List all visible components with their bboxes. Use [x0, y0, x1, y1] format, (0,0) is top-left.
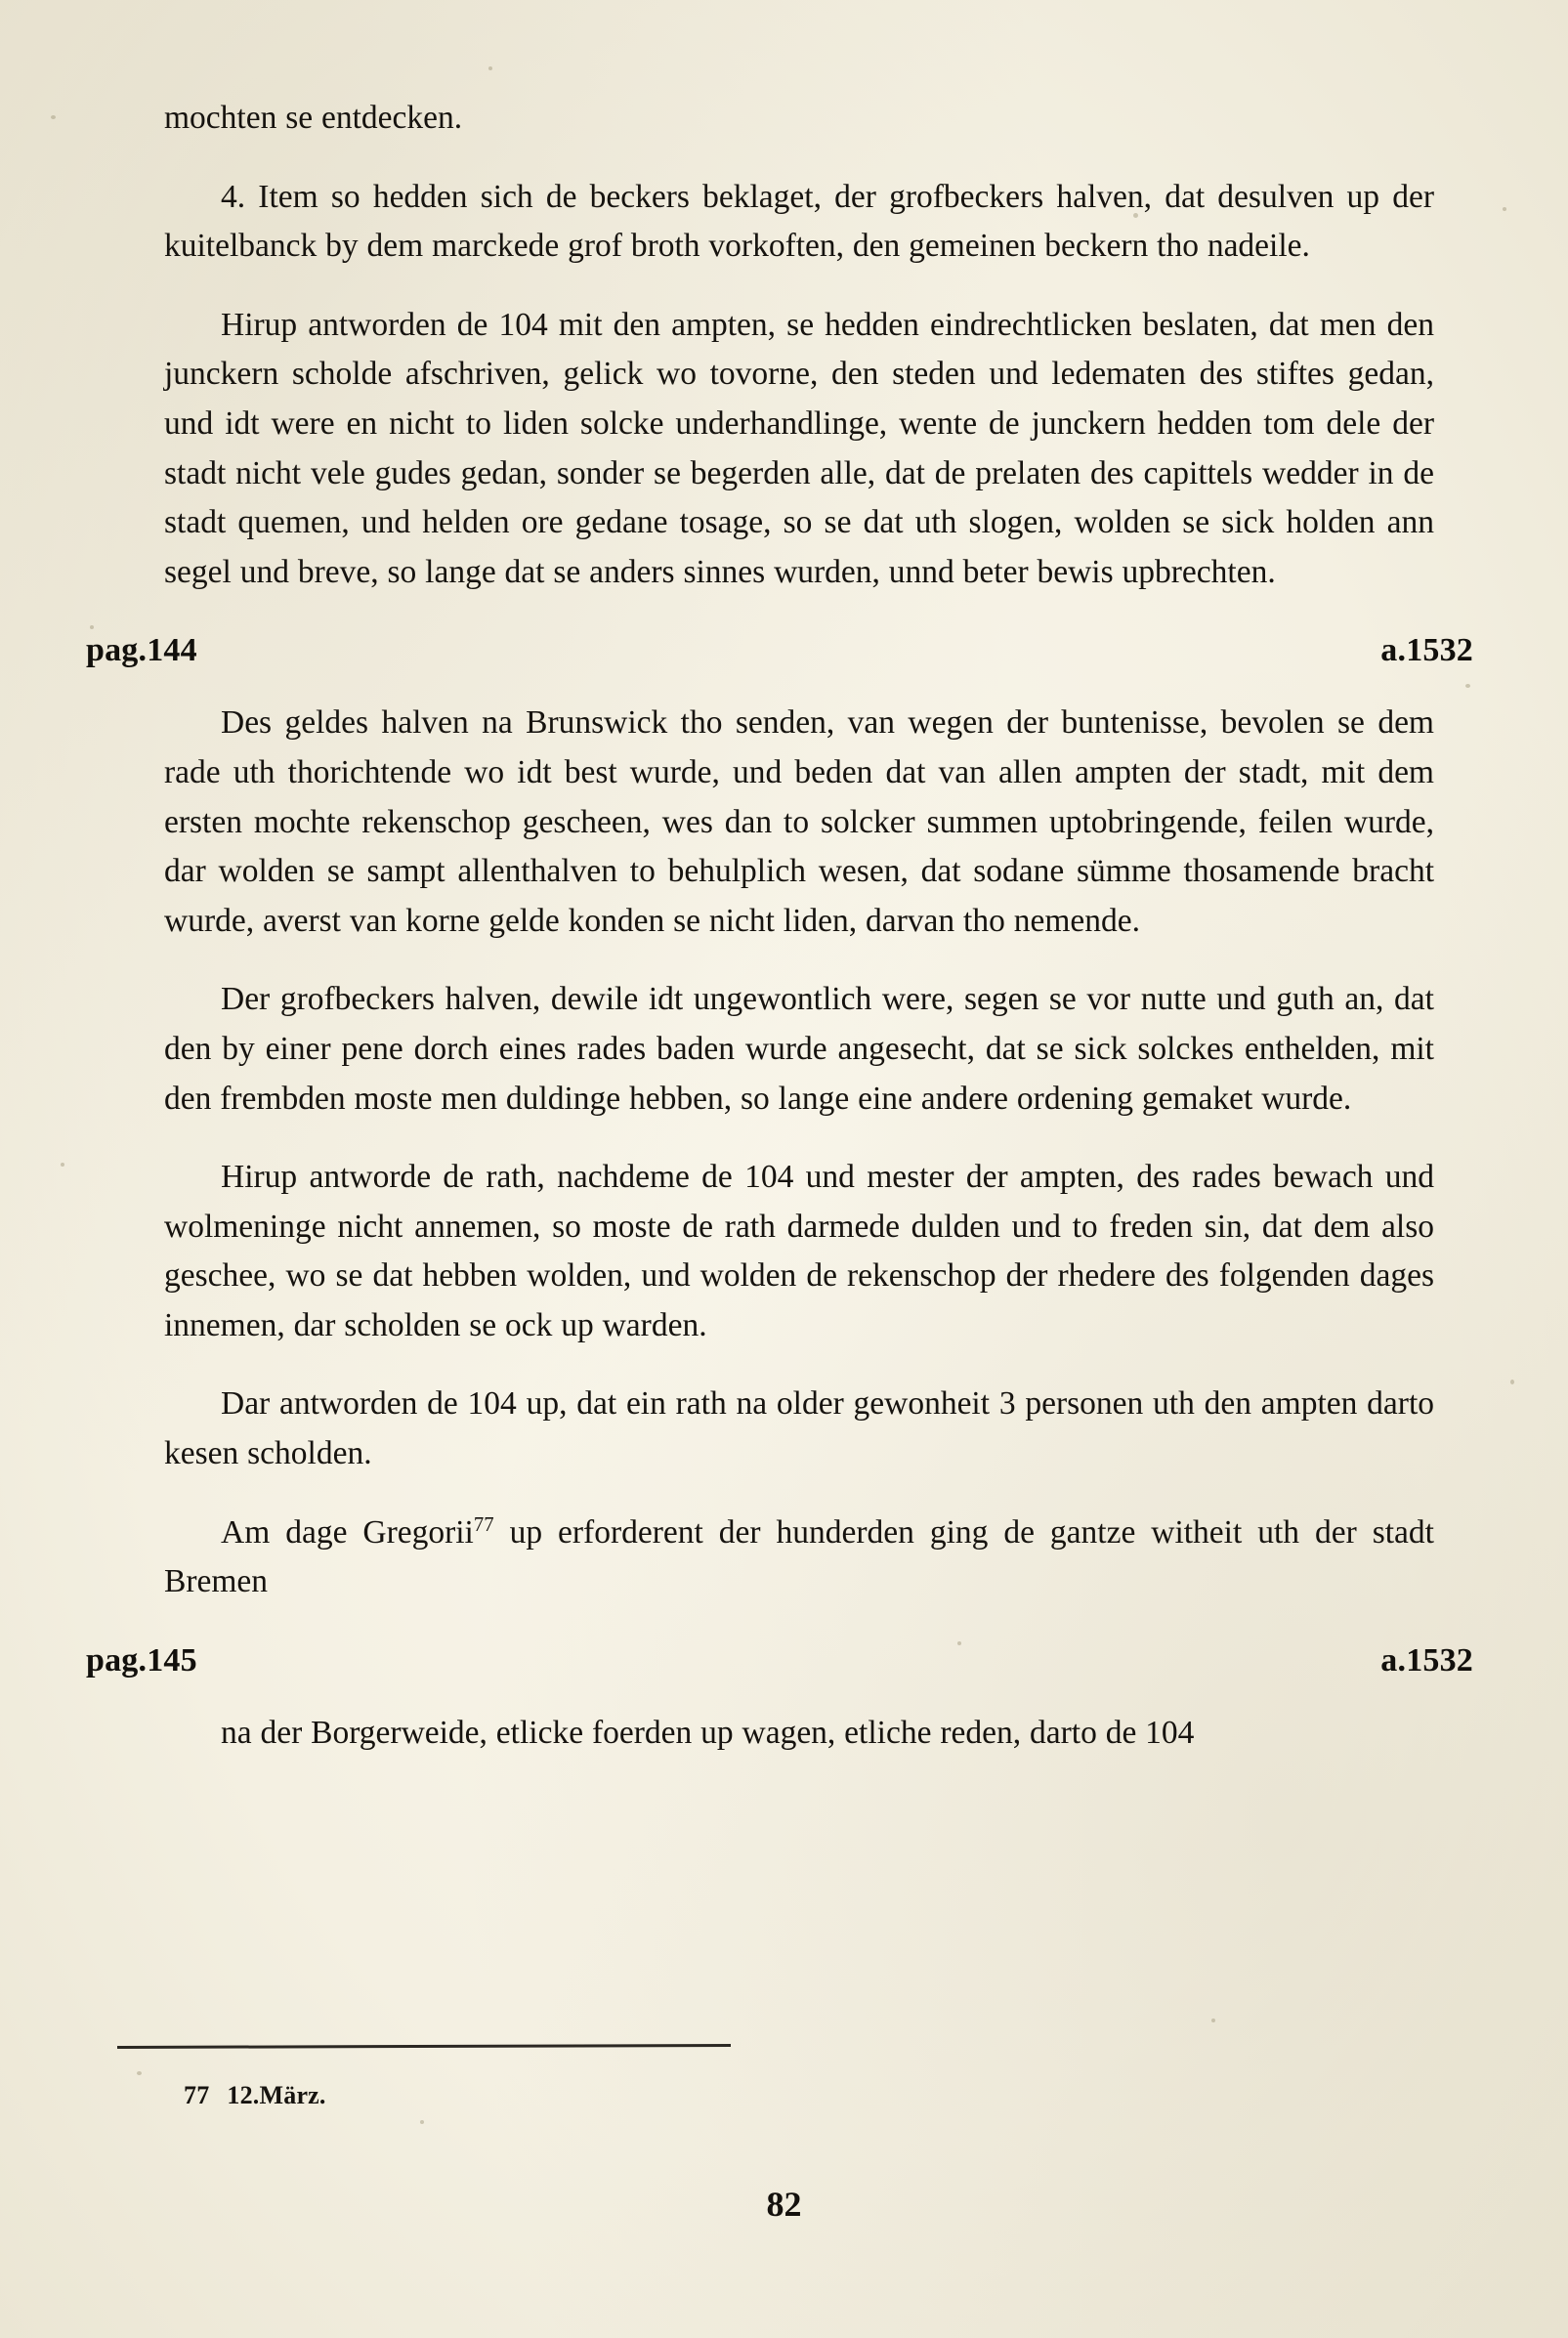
- page-folio-number: 82: [766, 2185, 802, 2224]
- footnote-entry: [184, 2081, 326, 2110]
- der-grofbeckers-halven-paragraph: Der grofbeckers halven, dewile idt ungewontlich were, segen se vor nutte und guth an, dat den by einer pene dorch eines rades baden wurde angesecht, dat se sick solckes enthelden, mit den frembden moste men duldinge hebben, so lange eine andere ordening gemaket wurde.: [164, 981, 1434, 1117]
- spacer: [164, 1350, 1434, 1380]
- running-head-year-label: a.1532: [1380, 632, 1473, 669]
- dar-antworden-paragraph: Dar antworden de 104 up, dat ein rath na older gewonheit 3 personen uth den ampten darto kesen scholden.: [164, 1385, 1434, 1472]
- running-head-year-label: a.1532: [1380, 1641, 1473, 1679]
- hirup-antworde-de-rath-paragraph: Hirup antworde de rath, nachdeme de 104 und mester der ampten, des rades bewach und wolmeninge nicht annemen, so moste de rath darmede dulden und to freden sin, dat dem also geschee, wo se dat hebben wolden, und wolden de rekenschop der rhedere des folgenden dages innemen, dar scholden se ock up warden.: [164, 1159, 1434, 1343]
- paper-speck: [51, 115, 56, 119]
- item-4-paragraph: 4. Item so hedden sich de beckers beklaget, der grofbeckers halven, dat desulven up der kuitelbanck by dem marckede grof broth vorkoften, den gemeinen beckern tho nadeile.: [164, 178, 1434, 265]
- spacer: [164, 144, 1434, 173]
- catchline-paragraph: mochten se entdecken.: [164, 100, 463, 136]
- am-dage-gregorii-paragraph: [164, 1509, 1434, 1607]
- gregorii-text-before-marker: Am dage Gregorii: [221, 1513, 474, 1551]
- text-column: [86, 94, 1473, 1758]
- spacer: [164, 1607, 1434, 1642]
- paper-speck: [1211, 2019, 1215, 2022]
- paper-speck: [1503, 207, 1506, 211]
- na-der-borgerweide-paragraph: na der Borgerweide, etlicke foerden up wagen, etliche reden, darto de 104: [221, 1714, 1195, 1751]
- des-geldes-halven-paragraph: Des geldes halven na Brunswick tho senden, van wegen der buntenisse, bevolen se dem rade uth thorichtende wo idt best wurde, und beden dat van allen ampten der stadt, mit dem ersten mochte rekenschop gescheen, wes dan to solcker summen uptobringende, feilen wurde, dar wolden se sampt allenthalven to behulplich wesen, dat sodane sümme thosamende bracht wurde, averst van korne gelde konden se nicht liden, darvan tho nemende.: [164, 704, 1434, 939]
- paper-speck: [90, 625, 94, 629]
- paper-speck: [420, 2120, 424, 2124]
- running-head-144: [86, 632, 1473, 669]
- spacer: [164, 669, 1434, 699]
- spacer: [164, 946, 1434, 975]
- spacer: [164, 597, 1434, 632]
- spacer: [164, 1479, 1434, 1509]
- footnote-text: 12.März.: [227, 2081, 326, 2109]
- footnote-number: 77: [184, 2081, 210, 2109]
- paper-speck: [137, 2071, 142, 2075]
- paper-speck: [61, 1163, 64, 1167]
- paper-speck: [488, 66, 492, 70]
- spacer: [164, 272, 1434, 301]
- running-head-page-label: pag.144: [86, 632, 197, 669]
- spacer: [164, 1679, 1434, 1709]
- running-head-145: [86, 1641, 1473, 1679]
- gregorii-text-after-marker: up erforderent der hunderden ging de gantze witheit uth der stadt Bremen: [164, 1513, 1434, 1600]
- paper-speck: [1465, 684, 1470, 688]
- running-head-page-label: pag.145: [86, 1641, 197, 1679]
- paper-speck: [1510, 1380, 1514, 1384]
- footnote-separator-rule: [117, 2044, 731, 2049]
- footnote-reference-77[interactable]: 77: [473, 1512, 494, 1536]
- spacer: [164, 1124, 1434, 1153]
- hirup-antworden-paragraph: Hirup antworden de 104 mit den ampten, se hedden eindrechtlicken beslaten, dat men den junckern scholde afschriven, gelick wo tovorne, den steden und ledematen des stiftes gedan, und idt were en nicht to liden solcke underhandlinge, wente de junckern hedden tom dele der stadt nicht vele gudes gedan, sonder se begerden alle, dat de prelaten des capittels wedder in de stadt quemen, und helden ore gedane tosage, so se dat uth slogen, wolden se sick holden ann segel und breve, so lange dat se anders sinnes wurden, unnd beter bewis upbrechten.: [164, 306, 1434, 590]
